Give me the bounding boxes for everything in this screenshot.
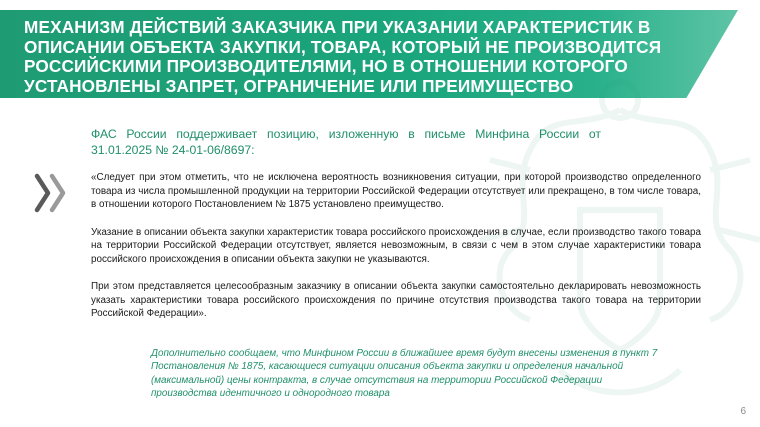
intro-text: ФАС России поддерживает позицию, изложенную в письме Минфина России от 31.01.2025 № 24-01-06/8697: [91,127,601,157]
quote-paragraph: Указание в описании объекта закупки характеристик товара российского происхождения в случае, если производство такого товара на территории Российской Федерации отсутствует, является невозможным, в связи с чем в этом случае характеристики товара российского происхождения в описании объекта закупки не указываются. [91,226,701,265]
quote-block [91,171,701,335]
page-number: 6 [740,406,746,417]
additional-note: Дополнительно сообщаем, что Минфином России в ближайшее время будут внесены изменения в пункт 7 Постановления № 1875, касающиеся ситуации описания объекта закупки и определения начальной (максимальной) цены контракта, в случае отсутствия на территории Российской Федерации производства идентичного и однородного товара [151,348,658,400]
page-title: МЕХАНИЗМ ДЕЙСТВИЙ ЗАКАЗЧИКА ПРИ УКАЗАНИИ ХАРАКТЕРИСТИК В ОПИСАНИИ ОБЪЕКТА ЗАКУПКИ, ТОВАРА, КОТОРЫЙ НЕ ПРОИЗВОДИТСЯ РОССИЙСКИМИ ПРОИЗВОДИТЕЛЯМИ, НО В ОТНОШЕНИИ КОТОРОГО УСТАНОВЛЕНЫ ЗАПРЕТ, ОГРАНИЧЕНИЕ ИЛИ ПРЕИМУЩЕСТВО [24,17,662,96]
quote-paragraph: «Следует при этом отметить, что не исключена вероятность возникновения ситуации, при которой производство определенного товара из числа промышленной продукции на территории Российской Федерации отсутствует или прекращено, в том числе товара, в отношении которого Постановлением № 1875 установлено преимущество. [91,172,701,210]
quote-paragraph: При этом представляется целесообразным заказчику в описании объекта закупки самостоятельно декларировать невозможность указать характеристики товара российского происхождения по причине отсутствия производства такого товара на территории Российской Федерации». [91,281,701,319]
double-chevron-right-icon [33,172,71,214]
